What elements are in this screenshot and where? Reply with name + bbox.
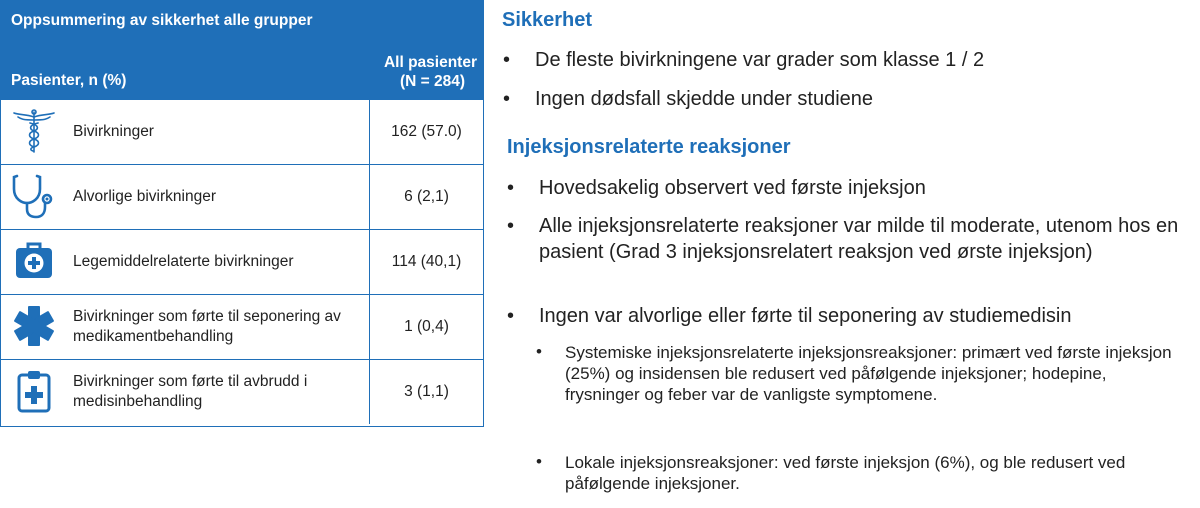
sub-list-item: • Lokale injeksjonsreaksjoner: ved første injeksjon (6%), og ble redusert ved påfølgende injeksjoner. xyxy=(536,452,1126,493)
column-header-line2: (N = 284) xyxy=(399,73,465,90)
table-row xyxy=(1,229,483,294)
row-header-label: Pasienter, n (%) xyxy=(11,72,127,89)
sub-bullet-text: Systemiske injeksjonsrelaterte injeksjonsreaksjoner: primært ved første injeksjon (25%) og insidensen ble redusert ved påfølgende injeksjoner; hodepine, frysninger og feber var de vanligste symptomene. xyxy=(565,343,1172,404)
row-label: Alvorlige bivirkninger xyxy=(73,188,217,205)
safety-heading: Sikkerhet xyxy=(502,9,593,31)
bullet-text: Ingen var alvorlige eller førte til seponering av studiemedisin xyxy=(539,305,1072,327)
list-item: • Alle injeksjonsrelaterte reaksjoner var milde til moderate, utenom hos en pasient (Grad 3 injeksjonsrelatert reaksjon ved ørste injeksjon) xyxy=(507,215,1179,263)
stethoscope-icon xyxy=(11,173,57,219)
row-value: 1 (0,4) xyxy=(404,318,449,335)
table-row xyxy=(1,164,483,229)
table-row xyxy=(1,294,483,359)
column-header-line1: All pasienter xyxy=(383,54,477,71)
row-label: Bivirkninger som førte til avbrudd i medisinbehandling xyxy=(73,373,308,410)
caduceus-icon xyxy=(11,108,57,154)
list-item: • Ingen dødsfall skjedde under studiene xyxy=(503,88,874,110)
column-header xyxy=(370,53,483,91)
bullet-text: Hovedsakelig observert ved første injeksjon xyxy=(539,177,926,199)
row-value: 6 (2,1) xyxy=(404,188,449,205)
row-value: 162 (57.0) xyxy=(391,123,462,140)
safety-summary-table xyxy=(0,0,484,427)
bullet-text: Alle injeksjonsrelaterte reaksjoner var milde til moderate, utenom hos en pasient (Grad 3 injeksjonsrelatert reaksjon ved ørste injeksjon) xyxy=(539,215,1179,263)
sub-bullet-text: Lokale injeksjonsreaksjoner: ved første injeksjon (6%), og ble redusert ved påfølgende injeksjoner. xyxy=(565,453,1126,493)
table-row xyxy=(1,99,483,164)
table-header xyxy=(1,1,483,100)
row-label: Bivirkninger som førte til seponering av medikamentbehandling xyxy=(73,308,341,345)
row-label: Bivirkninger xyxy=(73,123,154,140)
bullet-text: De fleste bivirkningene var grader som klasse 1 / 2 xyxy=(535,49,985,71)
list-item: • Hovedsakelig observert ved første injeksjon xyxy=(507,177,926,199)
bullet-text: Ingen dødsfall skjedde under studiene xyxy=(535,88,874,110)
list-item: • Ingen var alvorlige eller førte til seponering av studiemedisin xyxy=(507,305,1072,327)
row-value: 114 (40,1) xyxy=(391,253,462,270)
row-value: 3 (1,1) xyxy=(404,383,449,400)
row-label: Legemiddelrelaterte bivirkninger xyxy=(73,253,294,270)
table-row xyxy=(1,359,483,424)
sub-list-item: • Systemiske injeksjonsrelaterte injeksjonsreaksjoner: primært ved første injeksjon (25%) og insidensen ble redusert ved påfølgende injeksjoner; hodepine, frysninger og feber var de vanligste symptomene. xyxy=(536,342,1172,404)
medical-clipboard-icon xyxy=(11,368,57,414)
medical-star-icon xyxy=(11,303,57,349)
list-item: • De fleste bivirkningene var grader som klasse 1 / 2 xyxy=(503,49,985,71)
table-title: Oppsummering av sikkerhet alle grupper xyxy=(11,12,313,29)
medical-kit-icon xyxy=(11,238,57,284)
injection-heading: Injeksjonsrelaterte reaksjoner xyxy=(507,136,791,158)
